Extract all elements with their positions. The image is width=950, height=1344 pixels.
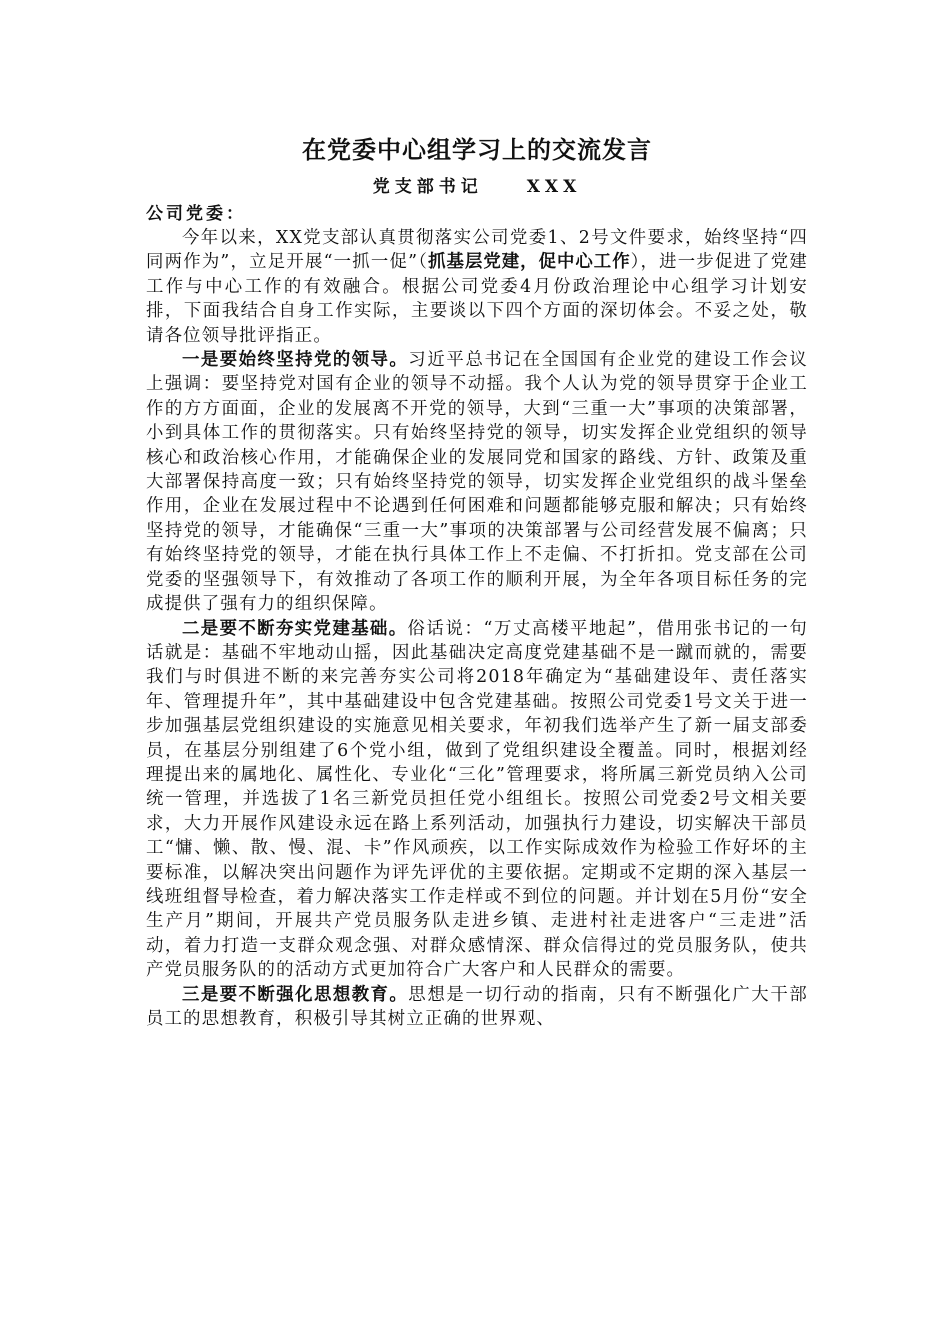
intro-text-1: 今年以来，XX党支部认真贯彻落实公司党委1、2号文件要求，始终坚持“四同两作为”，立足开展“一抓一促”（ bbox=[146, 228, 808, 273]
section-heading-2: 二是要不断夯实党建基础。 bbox=[182, 618, 408, 639]
author-role: 党支部书记 bbox=[372, 177, 483, 197]
document-page bbox=[146, 132, 808, 1031]
author-line bbox=[146, 172, 808, 202]
section-heading-1: 一是要始终坚持党的领导。 bbox=[182, 350, 409, 371]
section-paragraph-3 bbox=[146, 983, 808, 1032]
section-paragraph-1 bbox=[146, 348, 808, 616]
section-body-2: 俗话说：“万丈高楼平地起”，借用张书记的一句话就是：基础不牢地动山摇，因此基础决定高度党建基础不是一蹴而就的，需要我们与时俱进不断的来完善夯实公司将2018年确定为“基础建设年、责任落实年、管理提升年”，其中基础建设中包含党建基础。按照公司党委1号文关于进一步加强基层党组织建设的实施意见相关要求，年初我们选举产生了新一届支部委员，在基层分别组建了6个党小组，做到了党组织建设全覆盖。同时，根据刘经理提出来的属地化、属性化、专业化“三化”管理要求，将所属三新党员纳入公司统一管理，并选拔了1名三新党员担任党小组组长。按照公司党委2号文相关要求，大力开展作风建设永远在路上系列活动，加强执行力建设，切实解决干部员工“慵、懒、散、慢、混、卡”作风顽疾，以工作实际成效作为检验工作好坏的主要标准，以解决突出问题作为评先评优的主要依据。定期或不定期的深入基层一线班组督导检查，着力解决落实工作走样或不到位的问题。并计划在5月份“安全生产月”期间，开展共产党员服务队走进乡镇、走进村社走进客户“三走进”活动，着力打造一支群众观念强、对群众感情深、群众信得过的党员服务队，使共产党员服务队的的活动方式更加符合广大客户和人民群众的需要。 bbox=[146, 618, 808, 981]
intro-paragraph bbox=[146, 226, 808, 348]
intro-text-2: ），进一步促进了党建工作与中心工作的有效融合。根据公司党委4月份政治理论中心组学习计划安排，下面我结合自身工作实际，主要谈以下四个方面的深切体会。不妥之处，敬请各位领导批评指正。 bbox=[146, 252, 808, 346]
document-title: 在党委中心组学习上的交流发言 bbox=[302, 135, 652, 164]
section-heading-3: 三是要不断强化思想教育。 bbox=[182, 984, 409, 1005]
intro-bold-slogan: 抓基层党建，促中心工作 bbox=[428, 252, 631, 273]
section-body-3: 思想是一切行动的指南，只有不断强化广大干部员工的思想教育，积极引导其树立正确的世界观、 bbox=[146, 984, 808, 1029]
author-name: XXX bbox=[526, 177, 582, 197]
section-paragraph-2 bbox=[146, 617, 808, 983]
salutation: 公司党委： bbox=[146, 204, 246, 224]
section-body-1: 习近平总书记在全国国有企业党的建设工作会议上强调：要坚持党对国有企业的领导不动摇。我个人认为党的领导贯穿于企业工作的方方面面，企业的发展离不开党的领导，大到“三重一大”事项的决策部署，小到具体工作的贯彻落实。只有始终坚持党的领导，切实发挥企业党组织的领导核心和政治核心作用，才能确保企业的发展同党和国家的路线、方针、政策及重大部署保持高度一致；只有始终坚持党的领导，切实发挥企业党组织的战斗堡垒作用，企业在发展过程中不论遇到任何困难和问题都能够克服和解决；只有始终坚持党的领导，才能确保“三重一大”事项的决策部署与公司经营发展不偏离；只有始终坚持党的领导，才能在执行具体工作上不走偏、不打折扣。党支部在公司党委的坚强领导下，有效推动了各项工作的顺利开展，为全年各项目标任务的完成提供了强有力的组织保障。 bbox=[146, 350, 808, 615]
